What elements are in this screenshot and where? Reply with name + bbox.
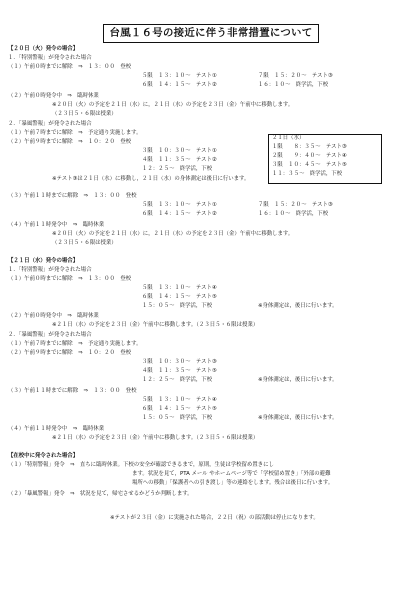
schedule-21-2-period4: ４限 １１：３５～ テスト⑤ (142, 368, 217, 374)
during-item-1-line2: ます。状況を見て，PTA メール やホームページ等で「学校留め置き」「外部の避難 (132, 471, 331, 477)
note-21-2-4: ※２１日（水）の予定を２３日（金）午前中に移動します。（２３日５・６限は授業） (52, 435, 259, 441)
schedule-20-1-period5: ５限 １３：１０～ テスト① (142, 73, 217, 79)
note-21-1-2: ※２１日（水）の予定を２３日（金）午前中に移動します。（２３日５・６限は授業） (52, 322, 259, 328)
schedule-21-1-period5: ５限 １３：１０～ テスト④ (142, 285, 217, 291)
schedule-20-2-period3: ３限 １０：３０～ テスト① (142, 148, 217, 154)
case-20-2-1: （１）午前７時までに解除 ⇒ 予定通り実施します。 (8, 130, 142, 136)
schedule-21-3-dismissal: １５：０５～ 終学活，下校 (142, 415, 213, 421)
schedule-20-3-dismissal: １６：１０～ 終学活，下校 (258, 211, 329, 217)
during-item-1-line3: 場所への移動」「保護者への引き渡し」等の連絡をします。残合は後日に行います。 (132, 480, 334, 486)
page-title: 台風１６号の接近に伴う非常措置について (103, 24, 319, 43)
case-20-1-2: （２）午前０時発令中 ⇒ 臨時休業 (8, 93, 99, 99)
case-21-2-1: （１）午前７時までに解除 ⇒ 予定通り実施します。 (8, 341, 142, 347)
schedule-20-1-period7: ７限 １５：２０～ テスト③ (258, 73, 333, 79)
side-box-row-1: １限 ８：３５～ テスト③ (272, 144, 347, 150)
heading-20-special-warning: １．「特別警報」が発令された場合 (8, 55, 92, 61)
note-21-2-3: ※身体測定は，後日に行います。 (258, 415, 338, 421)
side-box-row-4: １１：３５～ 終学活，下校 (272, 171, 343, 177)
schedule-21-1-dismissal: １５：０５～ 終学活，下校 (142, 303, 213, 309)
side-box-title: ２１日（水） (272, 135, 305, 141)
case-20-2-3: （３）午前１１時までに解除 ⇒ １３：００ 登校 (8, 193, 137, 199)
side-box-row-3: ３限 １０：４５～ テスト⑤ (272, 162, 347, 168)
section-header-during-school: 【在校中に発令された場合】 (8, 453, 79, 459)
note-20-2-2: ※テスト③は２１日（水）に移動し，２１日（水）の身体測定は後日に行います。 (52, 176, 250, 182)
schedule-21-2-dismissal: １２：２５～ 終学活，下校 (142, 377, 213, 383)
case-21-2-4: （４）午前１１時発令中 ⇒ 臨時休業 (8, 426, 105, 432)
note-20-2-4: ※２０日（火）の予定を２１日（水）に，２１日（水）の予定を２３日（金）午前中に移動します。 (52, 231, 294, 237)
schedule-20-3-period7: ７限 １５：２０～ テスト③ (258, 202, 333, 208)
during-item-1: （１）「特別警報」発令 ⇒ 直ちに臨時休業。下校の安全が確認できるまで，原則，生徒は学校留め置きにし (8, 462, 274, 468)
schedule-20-1-period6: ６限 １４：１５～ テスト② (142, 82, 217, 88)
note-20-1-2: ※２０日（火）の予定を２１日（水）に，２１日（水）の予定を２３日（金）午前中に移動します。 (52, 102, 294, 108)
schedule-21-1-period6: ６限 １４：１５～ テスト⑤ (142, 294, 217, 300)
schedule-21-2-period3: ３限 １０：３０～ テスト③ (142, 359, 217, 365)
footnote: ※テストが２３日（金）に実施された場合，２２日（祝）の部活動は停止になります。 (110, 515, 319, 521)
schedule-20-3-period5: ５限 １３：１０～ テスト① (142, 202, 217, 208)
heading-21-storm-warning: ２．「暴風警報」が発令された場合 (8, 332, 92, 338)
schedule-21-3-period5: ５限 １３：１０～ テスト④ (142, 397, 217, 403)
heading-21-special-warning: １．「特別警報」が発令された場合 (8, 267, 92, 273)
note-20-2-4b: （２３日５・６限は授業） (52, 240, 117, 246)
case-20-2-4: （４）午前１１時発令中 ⇒ 臨時休業 (8, 222, 105, 228)
heading-20-storm-warning: ２．「暴風警報」が発令された場合 (8, 121, 92, 127)
case-20-2-2: （２）午前９時までに解除 ⇒ １０：２０ 登校 (8, 139, 132, 145)
note-21-1-1: ※身体測定は，後日に行います。 (258, 303, 338, 309)
note-20-1-2b: （２３日５・６限は授業） (52, 111, 117, 117)
note-21-2-2: ※身体測定は，後日に行います。 (258, 377, 338, 383)
schedule-21-3-period6: ６限 １４：１５～ テスト⑤ (142, 406, 217, 412)
during-item-2: （２）「暴風警報」発令 ⇒ 状況を見て，帰宅させるかどうか判断します。 (8, 491, 193, 497)
section-header-20: 【２０日（火）発令の場合】 (8, 46, 79, 52)
side-box-row-2: ２限 ９：４０～ テスト④ (272, 153, 347, 159)
schedule-20-2-dismissal: １２：２５～ 終学活，下校 (142, 166, 213, 172)
case-21-1-1: （１）午前０時までに解除 ⇒ １３：００ 登校 (8, 276, 132, 282)
section-header-21: 【２１日（水）発令の場合】 (8, 258, 79, 264)
schedule-20-2-period4: ４限 １１：３５～ テスト② (142, 157, 217, 163)
case-21-2-3: （３）午前１１時までに解除 ⇒ １３：００ 登校 (8, 388, 137, 394)
case-21-1-2: （２）午前０時発令中 ⇒ 臨時休業 (8, 313, 99, 319)
case-20-1-1: （１）午前０時までに解除 ⇒ １３：００ 登校 (8, 64, 132, 70)
case-21-2-2: （２）午前９時までに解除 ⇒ １０：２０ 登校 (8, 350, 132, 356)
schedule-20-1-dismissal: １６：１０～ 終学活，下校 (258, 82, 329, 88)
schedule-20-3-period6: ６限 １４：１５～ テスト② (142, 211, 217, 217)
